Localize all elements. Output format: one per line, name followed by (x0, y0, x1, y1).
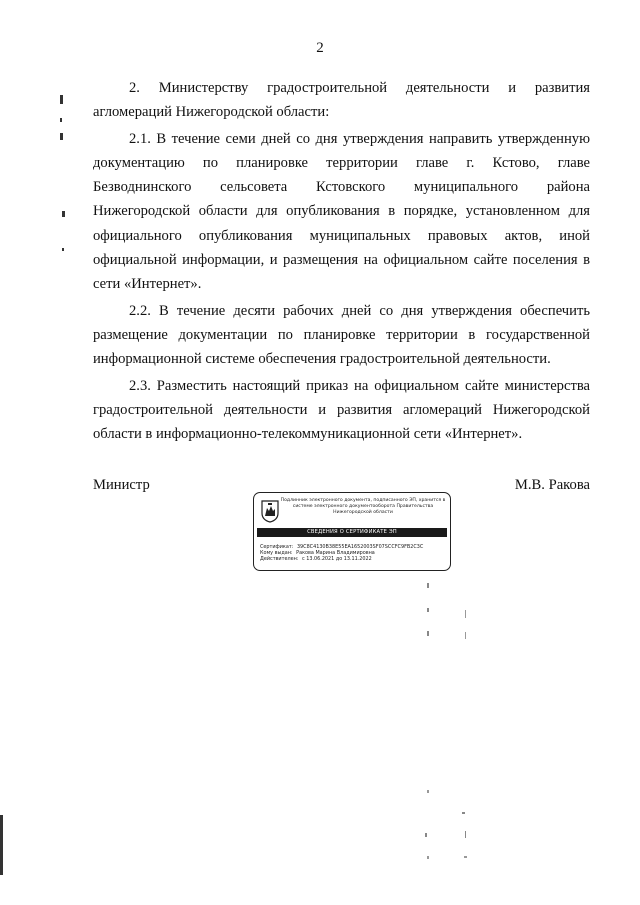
page-number: 2 (316, 40, 324, 56)
issued-to-label: Кому выдан: (260, 550, 293, 557)
scan-mark (427, 790, 429, 793)
validity-row (260, 556, 446, 562)
scan-mark (427, 608, 429, 612)
validity-label: Действителен: (260, 556, 299, 563)
electronic-signature-stamp (253, 492, 451, 571)
paragraph-2-2-text: 2.2. В течение десяти рабочих дней со дня утверждения обеспечить размещение документации по планировке территории в государственной информационной системе обеспечения градостроительной деятельности. (93, 302, 590, 368)
scan-mark (465, 632, 466, 639)
issued-to-value: Ракова Марина Владимировна (296, 550, 375, 557)
signatory-name: М.В. Ракова (514, 477, 590, 493)
certificate-label: Сертификат: (260, 544, 294, 550)
stamp-header-text: Подлинник электронного документа, подписанного ЭП, хранится в системе электронного документооборота Правительства Нижегородской области (280, 498, 446, 515)
paragraph-2-3 (93, 374, 590, 447)
stamp-certificate-details (260, 544, 446, 563)
paragraph-2-1 (93, 127, 590, 297)
document-body (93, 76, 590, 448)
validity-value: с 13.06.2021 до 13.11.2022 (302, 556, 372, 563)
signatory-title: Министр (93, 477, 150, 493)
paragraph-2-3-text: 2.3. Разместить настоящий приказ на официальном сайте министерства градостроительной деятельности и развития агломераций Нижегородской области в информационно-телекоммуникационной сети «Интернет». (93, 377, 590, 443)
scan-mark (425, 833, 427, 837)
scan-mark (427, 583, 429, 588)
scan-mark (462, 812, 465, 814)
scan-mark (465, 610, 466, 618)
paragraph-2 (93, 76, 590, 125)
certificate-value: 39C8C4130B38E55EA1652003SF07SCCFC9FB2C3C (296, 544, 424, 550)
scan-mark (427, 856, 429, 859)
scan-mark (60, 118, 62, 122)
stamp-certificate-heading: СВЕДЕНИЯ О СЕРТИФИКАТЕ ЭП (257, 528, 447, 537)
paragraph-2-2 (93, 299, 590, 372)
scan-mark (427, 631, 429, 636)
coat-of-arms-icon (260, 499, 280, 523)
paragraph-2-1-text: 2.1. В течение семи дней со дня утверждения направить утвержденную документацию по планировке территории главе г. Кстово, главе Безводнинского сельсовета Кстовского муниципального района Нижегородской области для опубликования в порядке, установленном для официального опубликования муниципальных правовых актов, иной официальной информации, и размещения на официальном сайте поселения в сети «Интернет». (93, 130, 590, 293)
scan-mark (62, 211, 65, 217)
scan-mark (60, 133, 63, 140)
scan-mark (62, 248, 64, 251)
paragraph-2-text: 2. Министерству градостроительной деятельности и развития агломераций Нижегородской области: (93, 80, 590, 121)
scan-mark (60, 95, 63, 104)
scan-mark (465, 831, 466, 838)
scan-mark (464, 856, 467, 858)
scan-mark (0, 815, 3, 875)
